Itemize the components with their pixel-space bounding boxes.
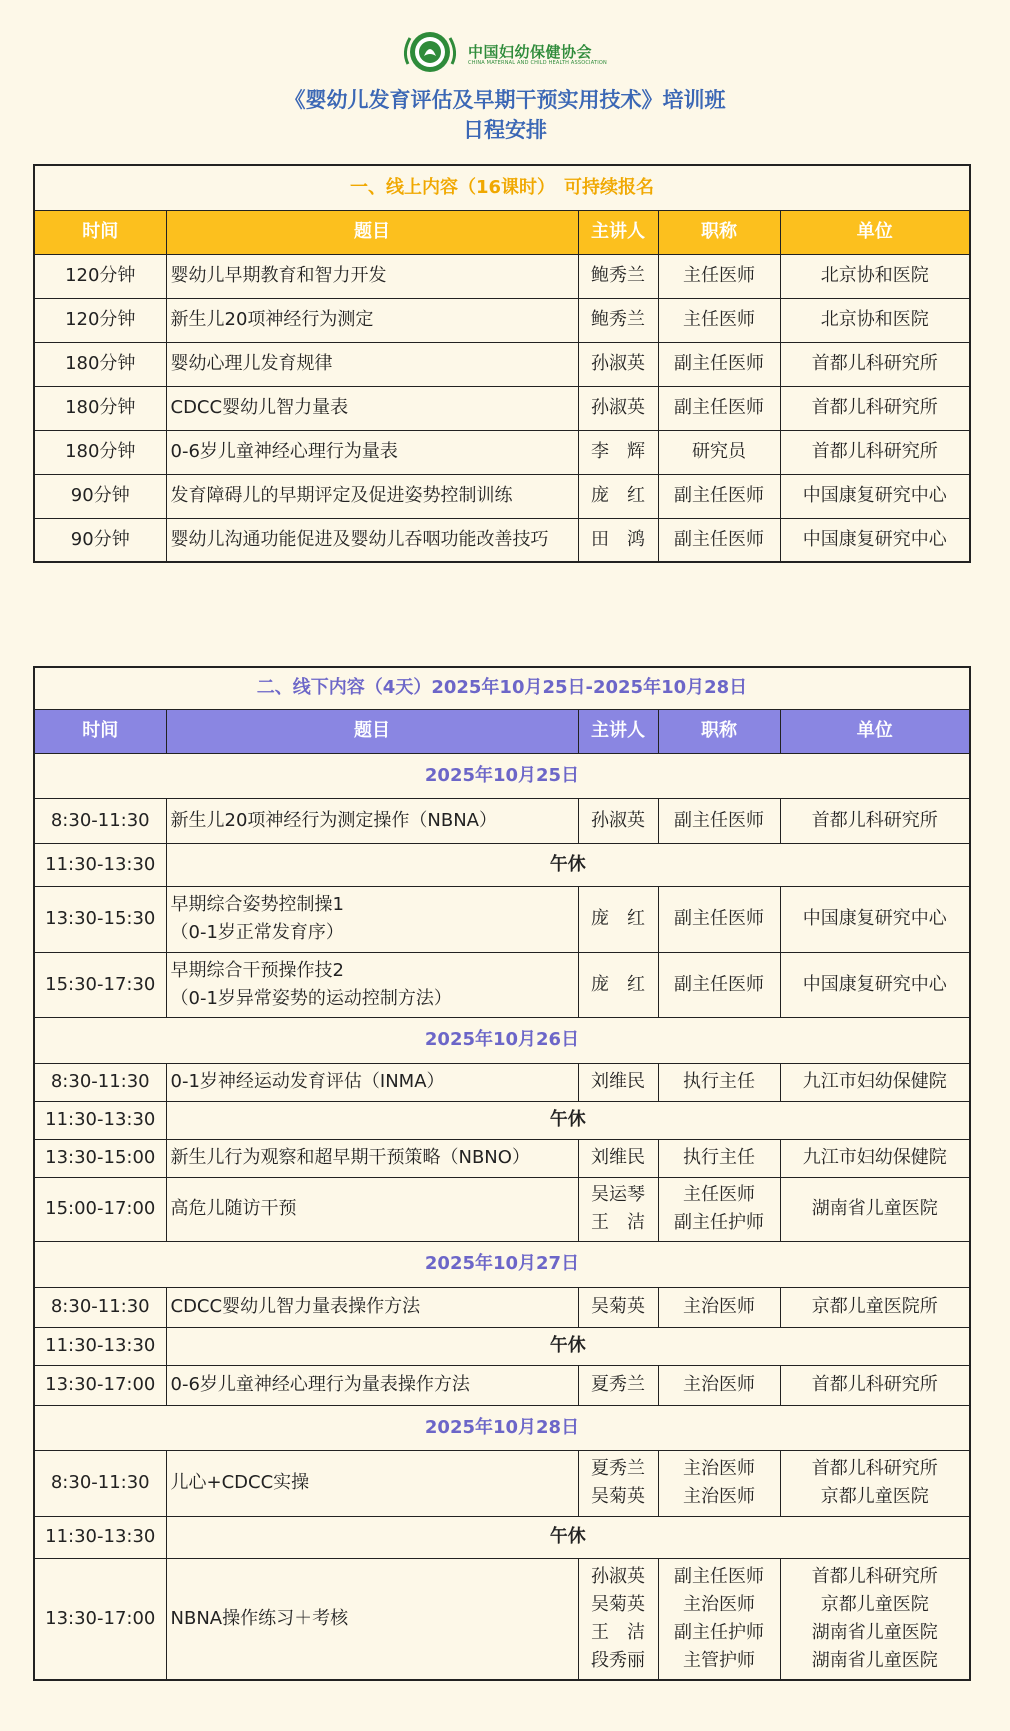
speaker-line: 段秀丽 — [591, 1649, 645, 1671]
lunch-break-label: 午休 — [166, 1327, 970, 1365]
header-title: 职称 — [658, 709, 780, 753]
cell-unit: 中国康复研究中心 — [780, 886, 970, 952]
cell-speaker: 吴菊英 — [578, 1287, 658, 1327]
date-row — [34, 1017, 970, 1063]
cell-unit: 首都儿科研究所 — [780, 342, 970, 386]
cell-topic: 婴幼心理儿发育规律 — [166, 342, 578, 386]
cell-topic: 儿心+CDCC实操 — [166, 1450, 578, 1516]
table-row — [34, 798, 970, 843]
speaker-line: 王 洁 — [591, 1212, 645, 1233]
speaker-line: 吴运琴 — [591, 1184, 645, 1205]
online-section-title: 一、线上内容（16课时） 可持续报名 — [34, 165, 970, 210]
cell-title — [658, 1558, 780, 1680]
cell-title: 副主任医师 — [658, 386, 780, 430]
header-speaker: 主讲人 — [578, 709, 658, 753]
cell-unit: 湖南省儿童医院 — [780, 1177, 970, 1241]
cell-speaker: 鲍秀兰 — [578, 254, 658, 298]
cell-title — [658, 1177, 780, 1241]
section-title-row — [34, 667, 970, 709]
cell-unit: 中国康复研究中心 — [780, 952, 970, 1017]
speaker-line: 吴菊英 — [591, 1593, 645, 1615]
table-row — [34, 886, 970, 952]
cell-title: 主任医师 — [658, 254, 780, 298]
cell-speaker: 庞 红 — [578, 952, 658, 1017]
cell-time: 13:30-15:00 — [34, 1139, 166, 1177]
topic-line: 早期综合干预操作技2 — [170, 959, 344, 981]
cell-topic — [166, 952, 578, 1017]
cell-time: 8:30-11:30 — [34, 1063, 166, 1101]
table-row — [34, 254, 970, 298]
cell-time: 11:30-13:30 — [34, 1327, 166, 1365]
cell-time: 13:30-15:30 — [34, 886, 166, 952]
header-time: 时间 — [34, 709, 166, 753]
cell-topic: 新生儿20项神经行为测定操作（NBNA） — [166, 798, 578, 843]
header-topic: 题目 — [166, 210, 578, 254]
title-line: 主治医师 — [683, 1486, 755, 1507]
cell-time: 8:30-11:30 — [34, 1287, 166, 1327]
lunch-row — [34, 1327, 970, 1365]
cell-unit: 北京协和医院 — [780, 254, 970, 298]
table-row — [34, 1177, 970, 1241]
lunch-break-label: 午休 — [166, 1101, 970, 1139]
cell-title: 副主任医师 — [658, 518, 780, 562]
cell-time: 13:30-17:00 — [34, 1365, 166, 1405]
cell-speaker: 庞 红 — [578, 474, 658, 518]
date-row — [34, 753, 970, 798]
cell-topic: 婴幼儿沟通功能促进及婴幼儿吞咽功能改善技巧 — [166, 518, 578, 562]
cell-speaker: 刘维民 — [578, 1063, 658, 1101]
topic-line: （0-1岁正常发育序） — [170, 922, 344, 943]
cell-unit — [780, 1558, 970, 1680]
cell-topic: 发育障碍儿的早期评定及促进姿势控制训练 — [166, 474, 578, 518]
cell-unit: 中国康复研究中心 — [780, 474, 970, 518]
cell-unit: 九江市妇幼保健院 — [780, 1139, 970, 1177]
cell-time: 11:30-13:30 — [34, 843, 166, 886]
unit-line: 京都儿童医院 — [820, 1593, 929, 1615]
table-header-row — [34, 210, 970, 254]
cell-speaker: 鲍秀兰 — [578, 298, 658, 342]
cell-topic: 0-1岁神经运动发育评估（INMA） — [166, 1063, 578, 1101]
offline-section-title: 二、线下内容（4天）2025年10月25日-2025年10月28日 — [34, 667, 970, 709]
section-title-row — [34, 165, 970, 210]
speaker-line: 王 洁 — [591, 1621, 645, 1643]
lunch-break-label: 午休 — [166, 843, 970, 886]
cell-unit: 北京协和医院 — [780, 298, 970, 342]
header-time: 时间 — [34, 210, 166, 254]
cell-time: 15:30-17:30 — [34, 952, 166, 1017]
cell-unit: 首都儿科研究所 — [780, 798, 970, 843]
header-speaker: 主讲人 — [578, 210, 658, 254]
speaker-line: 夏秀兰 — [591, 1458, 645, 1479]
speaker-line: 孙淑英 — [591, 1565, 645, 1587]
cell-time: 180分钟 — [34, 430, 166, 474]
cell-title: 副主任医师 — [658, 342, 780, 386]
cell-title: 主治医师 — [658, 1365, 780, 1405]
title-line: 主治医师 — [683, 1593, 755, 1615]
cell-title: 副主任医师 — [658, 952, 780, 1017]
header-topic: 题目 — [166, 709, 578, 753]
lunch-row — [34, 1516, 970, 1558]
page-title: 《婴幼儿发育评估及早期干预实用技术》培训班 — [284, 88, 726, 112]
title-line: 副主任医师 — [674, 1565, 764, 1587]
cell-topic: CDCC婴幼儿智力量表 — [166, 386, 578, 430]
cell-unit: 首都儿科研究所 — [780, 1365, 970, 1405]
speaker-line: 吴菊英 — [591, 1486, 645, 1507]
title-line: 主治医师 — [683, 1458, 755, 1479]
cell-speaker: 田 鸿 — [578, 518, 658, 562]
unit-line: 湖南省儿童医院 — [811, 1621, 938, 1643]
table-row — [34, 1365, 970, 1405]
cell-title: 副主任医师 — [658, 474, 780, 518]
table-row — [34, 1287, 970, 1327]
cell-speaker: 孙淑英 — [578, 342, 658, 386]
cell-topic: 0-6岁儿童神经心理行为量表 — [166, 430, 578, 474]
date-label: 2025年10月27日 — [34, 1241, 970, 1287]
cell-title: 副主任医师 — [658, 798, 780, 843]
date-label: 2025年10月25日 — [34, 753, 970, 798]
date-row — [34, 1405, 970, 1450]
cell-title: 副主任医师 — [658, 886, 780, 952]
header-title: 职称 — [658, 210, 780, 254]
date-label: 2025年10月28日 — [34, 1405, 970, 1450]
lunch-break-label: 午休 — [166, 1516, 970, 1558]
cell-topic: CDCC婴幼儿智力量表操作方法 — [166, 1287, 578, 1327]
cell-topic: NBNA操作练习＋考核 — [166, 1558, 578, 1680]
date-label: 2025年10月26日 — [34, 1017, 970, 1063]
cell-topic: 新生儿20项神经行为测定 — [166, 298, 578, 342]
unit-line: 京都儿童医院 — [820, 1486, 929, 1507]
offline-schedule-table — [33, 666, 971, 1681]
cell-unit: 中国康复研究中心 — [780, 518, 970, 562]
org-name-en: CHINA MATERNAL AND CHILD HEALTH ASSOCIATION — [468, 60, 607, 66]
cell-title: 研究员 — [658, 430, 780, 474]
topic-line: 早期综合姿势控制操1 — [170, 894, 344, 915]
online-schedule-table — [33, 164, 971, 563]
cell-speaker — [578, 1558, 658, 1680]
cell-topic: 婴幼儿早期教育和智力开发 — [166, 254, 578, 298]
cell-speaker: 夏秀兰 — [578, 1365, 658, 1405]
org-name-cn: 中国妇幼保健协会 — [468, 43, 593, 61]
cell-unit: 首都儿科研究所 — [780, 386, 970, 430]
cell-time: 8:30-11:30 — [34, 798, 166, 843]
cell-time: 90分钟 — [34, 518, 166, 562]
title-line: 主管护师 — [683, 1649, 755, 1671]
cell-topic: 新生儿行为观察和超早期干预策略（NBNO） — [166, 1139, 578, 1177]
cell-speaker: 孙淑英 — [578, 798, 658, 843]
cell-unit: 九江市妇幼保健院 — [780, 1063, 970, 1101]
header-unit: 单位 — [780, 709, 970, 753]
topic-line: （0-1岁异常姿势的运动控制方法） — [170, 987, 452, 1009]
cell-topic: 0-6岁儿童神经心理行为量表操作方法 — [166, 1365, 578, 1405]
table-row — [34, 386, 970, 430]
title-line: 主任医师 — [683, 1184, 755, 1205]
cell-time: 120分钟 — [34, 298, 166, 342]
table-row — [34, 342, 970, 386]
table-row — [34, 430, 970, 474]
cell-topic: 高危儿随访干预 — [166, 1177, 578, 1241]
cell-time: 120分钟 — [34, 254, 166, 298]
cell-unit: 首都儿科研究所 — [780, 430, 970, 474]
unit-line: 首都儿科研究所 — [811, 1458, 938, 1479]
table-row — [34, 474, 970, 518]
date-row — [34, 1241, 970, 1287]
table-row — [34, 952, 970, 1017]
cell-speaker: 李 辉 — [578, 430, 658, 474]
cell-time: 13:30-17:00 — [34, 1558, 166, 1680]
cell-title: 执行主任 — [658, 1139, 780, 1177]
title-line: 副主任护师 — [674, 1212, 764, 1233]
cell-speaker: 庞 红 — [578, 886, 658, 952]
page-header — [0, 0, 1010, 160]
cell-title: 主任医师 — [658, 298, 780, 342]
cell-title — [658, 1450, 780, 1516]
cell-topic — [166, 886, 578, 952]
table-header-row — [34, 709, 970, 753]
unit-line: 湖南省儿童医院 — [811, 1649, 938, 1671]
lunch-row — [34, 843, 970, 886]
cell-time: 15:00-17:00 — [34, 1177, 166, 1241]
unit-line: 首都儿科研究所 — [811, 1565, 938, 1587]
cell-speaker: 刘维民 — [578, 1139, 658, 1177]
cell-time: 90分钟 — [34, 474, 166, 518]
association-logo-icon — [398, 26, 462, 78]
cell-time: 180分钟 — [34, 386, 166, 430]
cell-title: 主治医师 — [658, 1287, 780, 1327]
cell-unit: 京都儿童医院所 — [780, 1287, 970, 1327]
cell-speaker — [578, 1450, 658, 1516]
table-row — [34, 1450, 970, 1516]
cell-speaker: 孙淑英 — [578, 386, 658, 430]
cell-time: 8:30-11:30 — [34, 1450, 166, 1516]
title-line: 副主任护师 — [674, 1621, 764, 1643]
cell-time: 11:30-13:30 — [34, 1101, 166, 1139]
table-row — [34, 518, 970, 562]
header-unit: 单位 — [780, 210, 970, 254]
cell-time: 11:30-13:30 — [34, 1516, 166, 1558]
table-row — [34, 1063, 970, 1101]
cell-unit — [780, 1450, 970, 1516]
table-row — [34, 298, 970, 342]
cell-time: 180分钟 — [34, 342, 166, 386]
lunch-row — [34, 1101, 970, 1139]
cell-speaker — [578, 1177, 658, 1241]
page-subtitle: 日程安排 — [463, 118, 547, 142]
table-row — [34, 1558, 970, 1680]
table-row — [34, 1139, 970, 1177]
cell-title: 执行主任 — [658, 1063, 780, 1101]
